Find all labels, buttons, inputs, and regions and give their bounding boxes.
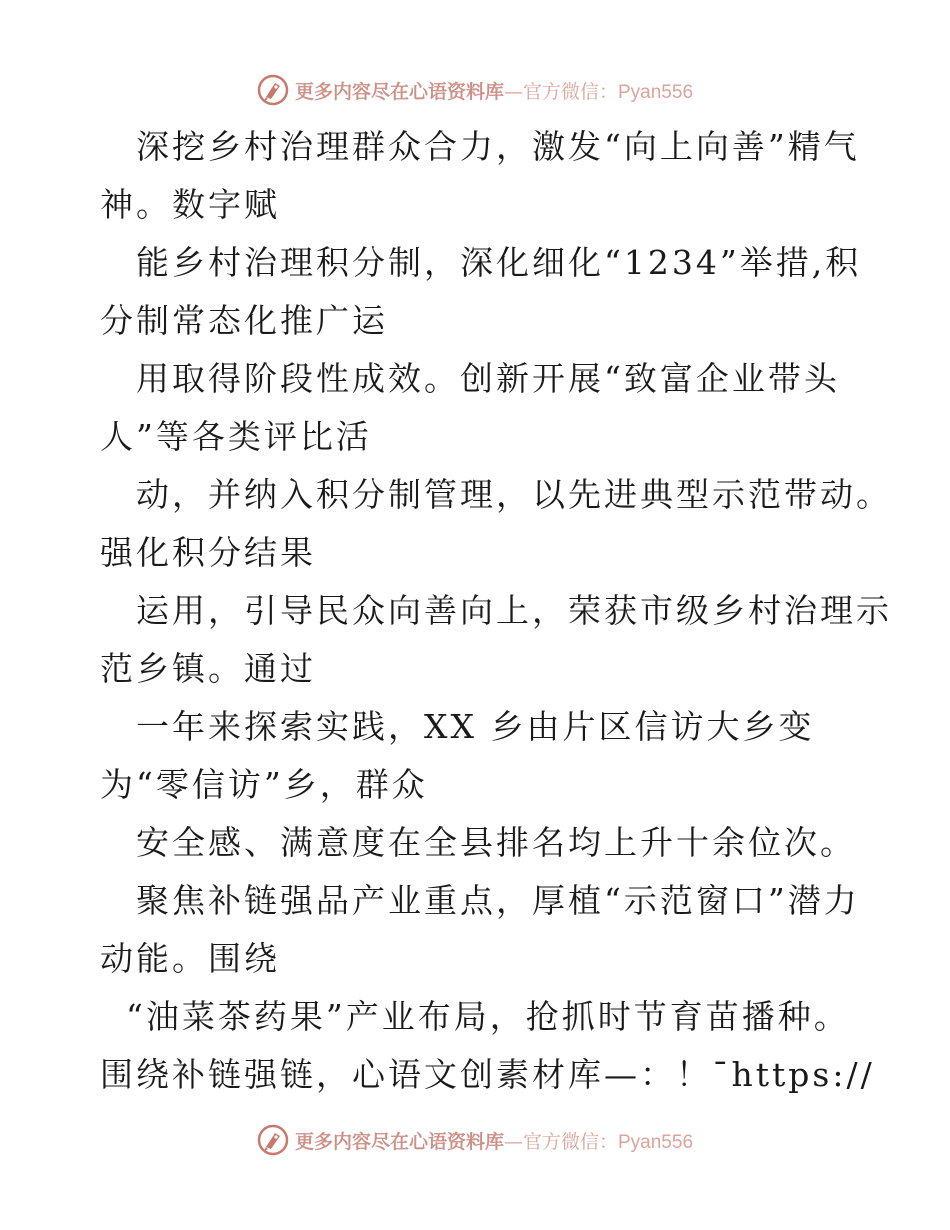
watermark-separator: — bbox=[503, 80, 523, 103]
pen-nib-circle-icon bbox=[257, 74, 289, 106]
watermark-wechat-id: Pyan556 bbox=[618, 81, 694, 103]
body-line-3: 能乡村治理积分制，深化细化“1234”举措,积 bbox=[136, 243, 862, 282]
watermark-label: 官方微信： bbox=[522, 80, 618, 103]
body-line-16: “油菜茶药果”产业布局，抢抓时节育苗播种。 bbox=[126, 997, 850, 1036]
body-line-13: 安全感、满意度在全县排名均上升十余位次。 bbox=[136, 823, 856, 862]
body-line-7: 动，并纳入积分制管理，以先进典型示范带动。 bbox=[136, 475, 892, 514]
body-line-17: 围绕补链强链，心语文创素材库—：！¯https:// bbox=[100, 1055, 875, 1094]
body-line-11: 一年来探索实践，XX 乡由片区信访大乡变 bbox=[136, 707, 815, 746]
pen-nib-circle-icon bbox=[257, 1124, 289, 1156]
body-line-2: 神。数字赋 bbox=[100, 185, 280, 224]
watermark-separator: — bbox=[503, 1130, 523, 1153]
body-line-12: 为“零信访”乡，群众 bbox=[100, 765, 428, 804]
body-line-6: 人”等各类评比活 bbox=[100, 417, 372, 456]
body-line-5: 用取得阶段性成效。创新开展“致富企业带头 bbox=[136, 359, 840, 398]
watermark-text bbox=[295, 1127, 693, 1154]
body-line-10: 范乡镇。通过 bbox=[100, 649, 316, 688]
header-watermark bbox=[0, 70, 950, 110]
watermark-brand: 更多内容尽在心语资料库 bbox=[294, 1130, 504, 1153]
body-line-8: 强化积分结果 bbox=[100, 533, 316, 572]
body-line-15: 动能。围绕 bbox=[100, 939, 280, 978]
body-line-1: 深挖乡村治理群众合力，激发“向上向善”精气 bbox=[136, 127, 860, 166]
body-line-9: 运用，引导民众向善向上，荣获市级乡村治理示 bbox=[136, 591, 892, 630]
watermark-text bbox=[295, 77, 693, 104]
document-body bbox=[100, 118, 892, 1104]
footer-watermark bbox=[0, 1120, 950, 1160]
body-line-14: 聚焦补链强品产业重点，厚植“示范窗口”潜力 bbox=[136, 881, 860, 920]
watermark-brand: 更多内容尽在心语资料库 bbox=[294, 80, 504, 103]
watermark-label: 官方微信： bbox=[522, 1130, 618, 1153]
body-line-4: 分制常态化推广运 bbox=[100, 301, 388, 340]
watermark-wechat-id: Pyan556 bbox=[618, 1131, 694, 1153]
